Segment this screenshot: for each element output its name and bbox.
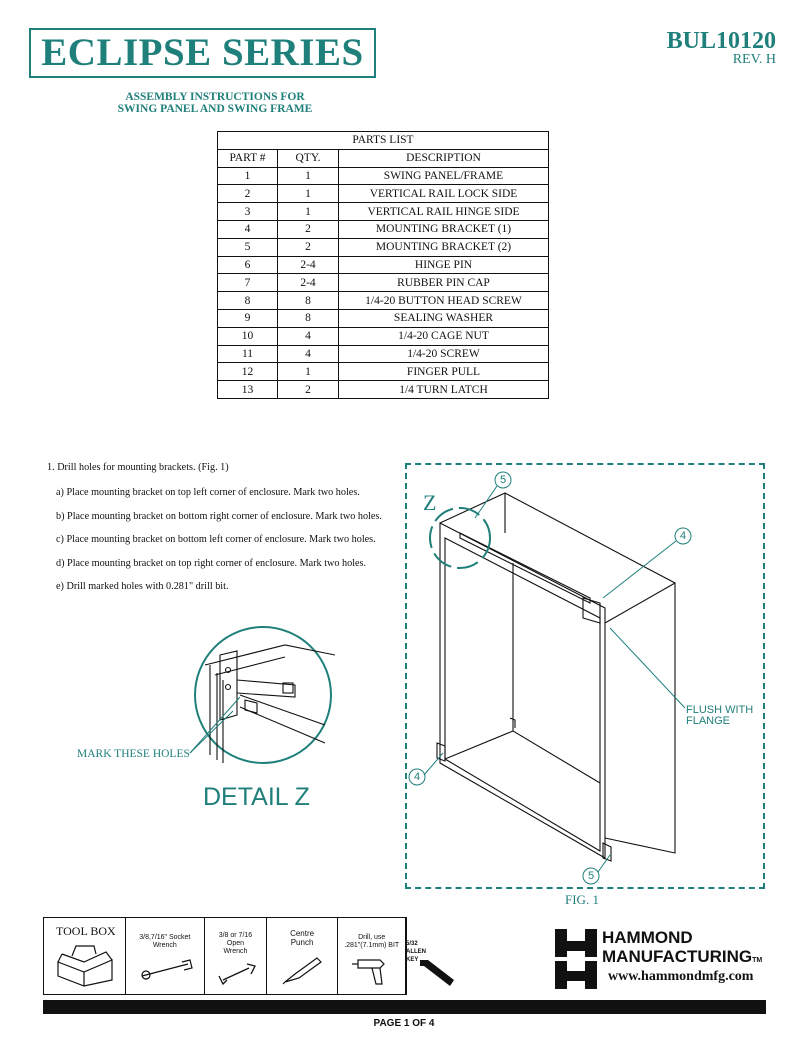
brand-name	[602, 928, 762, 970]
quantity-cell: 4	[278, 327, 339, 345]
hammond-logo-icon	[553, 927, 599, 991]
part-number-cell: 6	[218, 256, 278, 274]
quantity-cell: 1	[278, 203, 339, 221]
table-row	[218, 363, 549, 381]
quantity-cell: 1	[278, 185, 339, 203]
document-number: BUL10120	[666, 28, 776, 54]
subtitle-line-2: SWING PANEL AND SWING FRAME	[117, 103, 313, 115]
table-row	[218, 292, 549, 310]
quantity-cell: 8	[278, 292, 339, 310]
part-number-cell: 8	[218, 292, 278, 310]
socket-wrench-label-2: Wrench	[152, 942, 177, 949]
part-number-cell: 3	[218, 203, 278, 221]
trademark-mark: TM	[752, 957, 763, 964]
description-cell: 1/4 TURN LATCH	[339, 381, 549, 399]
subtitle-line-1: ASSEMBLY INSTRUCTIONS FOR	[125, 91, 305, 103]
instruction-step-1e: e) Drill marked holes with 0.281" drill bit.	[56, 581, 229, 593]
open-wrench-label-3: Wrench	[223, 948, 248, 955]
document-subtitle	[100, 91, 330, 115]
table-row	[218, 185, 549, 203]
assembly-instructions	[47, 462, 382, 605]
table-row	[218, 256, 549, 274]
toolbox-icon	[54, 942, 116, 988]
flush-line-2: FLANGE	[686, 715, 731, 727]
page-number: PAGE 1 OF 4	[373, 1018, 435, 1029]
centre-punch-cell	[267, 918, 339, 994]
column-header-qty: QTY.	[278, 149, 339, 167]
footer-bar	[43, 1000, 766, 1014]
table-row	[218, 203, 549, 221]
quantity-cell: 2	[278, 381, 339, 399]
instruction-step-1c: c) Place mounting bracket on bottom left corner of enclosure. Mark two holes.	[56, 534, 376, 546]
part-number-cell: 1	[218, 167, 278, 185]
mark-holes-label: MARK THESE HOLES	[77, 748, 190, 760]
callout-4-left: 4	[414, 771, 421, 783]
drill-label-1: Drill, use	[358, 934, 386, 941]
table-row	[218, 345, 549, 363]
table-row	[218, 309, 549, 327]
brand-line-2	[602, 947, 762, 970]
brand-line-1: HAMMOND	[602, 928, 693, 947]
table-row	[218, 327, 549, 345]
column-header-description: DESCRIPTION	[339, 149, 549, 167]
open-wrench-icon	[217, 962, 257, 986]
socket-wrench-cell	[126, 918, 206, 994]
callout-5-bottom: 5	[588, 870, 595, 882]
brand-line-2-text: MANUFACTURING	[602, 947, 753, 966]
part-number-cell: 4	[218, 220, 278, 238]
description-cell: MOUNTING BRACKET (2)	[339, 238, 549, 256]
instruction-step-1a: a) Place mounting bracket on top left corner of enclosure. Mark two holes.	[56, 487, 360, 498]
drill-label-2: .281"(7.1mm) BIT	[344, 942, 400, 949]
quantity-cell: 2-4	[278, 274, 339, 292]
revision-label: REV. H	[732, 52, 776, 67]
allen-key-icon	[416, 954, 460, 988]
table-row	[218, 274, 549, 292]
table-row	[218, 381, 549, 399]
toolbox-cell	[44, 918, 126, 994]
part-number-cell: 7	[218, 274, 278, 292]
detail-z-label: DETAIL Z	[203, 783, 310, 811]
part-number-cell: 5	[218, 238, 278, 256]
description-cell: SWING PANEL/FRAME	[339, 167, 549, 185]
callout-5-top: 5	[500, 474, 507, 486]
description-cell: HINGE PIN	[339, 256, 549, 274]
part-number-cell: 12	[218, 363, 278, 381]
drill-cell	[338, 918, 406, 994]
tool-box-panel: TOOL BOX 3/8,7/16" Socket Wrench 3/8 or 7/16 Open Wrench Centre Punch Drill, use .281"(7.1mm) BIT 5/32 ALLEN KEY	[43, 917, 407, 995]
part-number-cell: 13	[218, 381, 278, 399]
description-cell: FINGER PULL	[339, 363, 549, 381]
centre-punch-label-1: Centre	[290, 929, 315, 938]
table-row	[218, 167, 549, 185]
z-marker-label: Z	[423, 490, 437, 515]
socket-wrench-label-1: 3/8,7/16" Socket	[139, 934, 191, 941]
socket-wrench-icon	[138, 956, 194, 982]
table-row	[218, 220, 549, 238]
column-header-part: PART #	[218, 149, 278, 167]
parts-list-table	[217, 131, 549, 399]
description-cell: SEALING WASHER	[339, 309, 549, 327]
open-wrench-cell	[205, 918, 267, 994]
part-number-cell: 9	[218, 309, 278, 327]
parts-list-body	[218, 167, 549, 398]
description-cell: MOUNTING BRACKET (1)	[339, 220, 549, 238]
quantity-cell: 1	[278, 363, 339, 381]
parts-list-title: PARTS LIST	[218, 132, 549, 150]
brand-website: www.hammondmfg.com	[608, 969, 754, 984]
centre-punch-label-2: Punch	[290, 938, 314, 947]
open-wrench-label-1: 3/8 or 7/16	[218, 932, 253, 939]
instruction-step-1b: b) Place mounting bracket on bottom right corner of enclosure. Mark two holes.	[56, 510, 382, 522]
instruction-step-1: 1. Drill holes for mounting brackets. (Fig. 1)	[47, 462, 229, 473]
quantity-cell: 2	[278, 220, 339, 238]
quantity-cell: 8	[278, 309, 339, 327]
callout-4-right: 4	[680, 530, 687, 542]
toolbox-title: TOOL BOX	[56, 924, 116, 938]
centre-punch-icon	[281, 952, 325, 986]
detail-z-illustration	[185, 625, 335, 785]
description-cell: 1/4-20 SCREW	[339, 345, 549, 363]
enclosure-illustration	[405, 463, 765, 889]
part-number-cell: 11	[218, 345, 278, 363]
open-wrench-label-2: Open	[226, 940, 244, 947]
description-cell: 1/4-20 BUTTON HEAD SCREW	[339, 292, 549, 310]
table-row	[218, 238, 549, 256]
flush-with-flange-label	[686, 705, 753, 727]
description-cell: VERTICAL RAIL HINGE SIDE	[339, 203, 549, 221]
drill-icon	[350, 954, 394, 988]
flush-line-1: FLUSH WITH	[686, 704, 754, 716]
part-number-cell: 10	[218, 327, 278, 345]
part-number-cell: 2	[218, 185, 278, 203]
series-title: ECLIPSE SERIES	[29, 28, 376, 78]
description-cell: RUBBER PIN CAP	[339, 274, 549, 292]
quantity-cell: 2	[278, 238, 339, 256]
figure-caption: FIG. 1	[565, 892, 599, 907]
description-cell: 1/4-20 CAGE NUT	[339, 327, 549, 345]
quantity-cell: 1	[278, 167, 339, 185]
instruction-step-1d: d) Place mounting bracket on top right corner of enclosure. Mark two holes.	[56, 557, 367, 569]
description-cell: VERTICAL RAIL LOCK SIDE	[339, 185, 549, 203]
quantity-cell: 4	[278, 345, 339, 363]
quantity-cell: 2-4	[278, 256, 339, 274]
